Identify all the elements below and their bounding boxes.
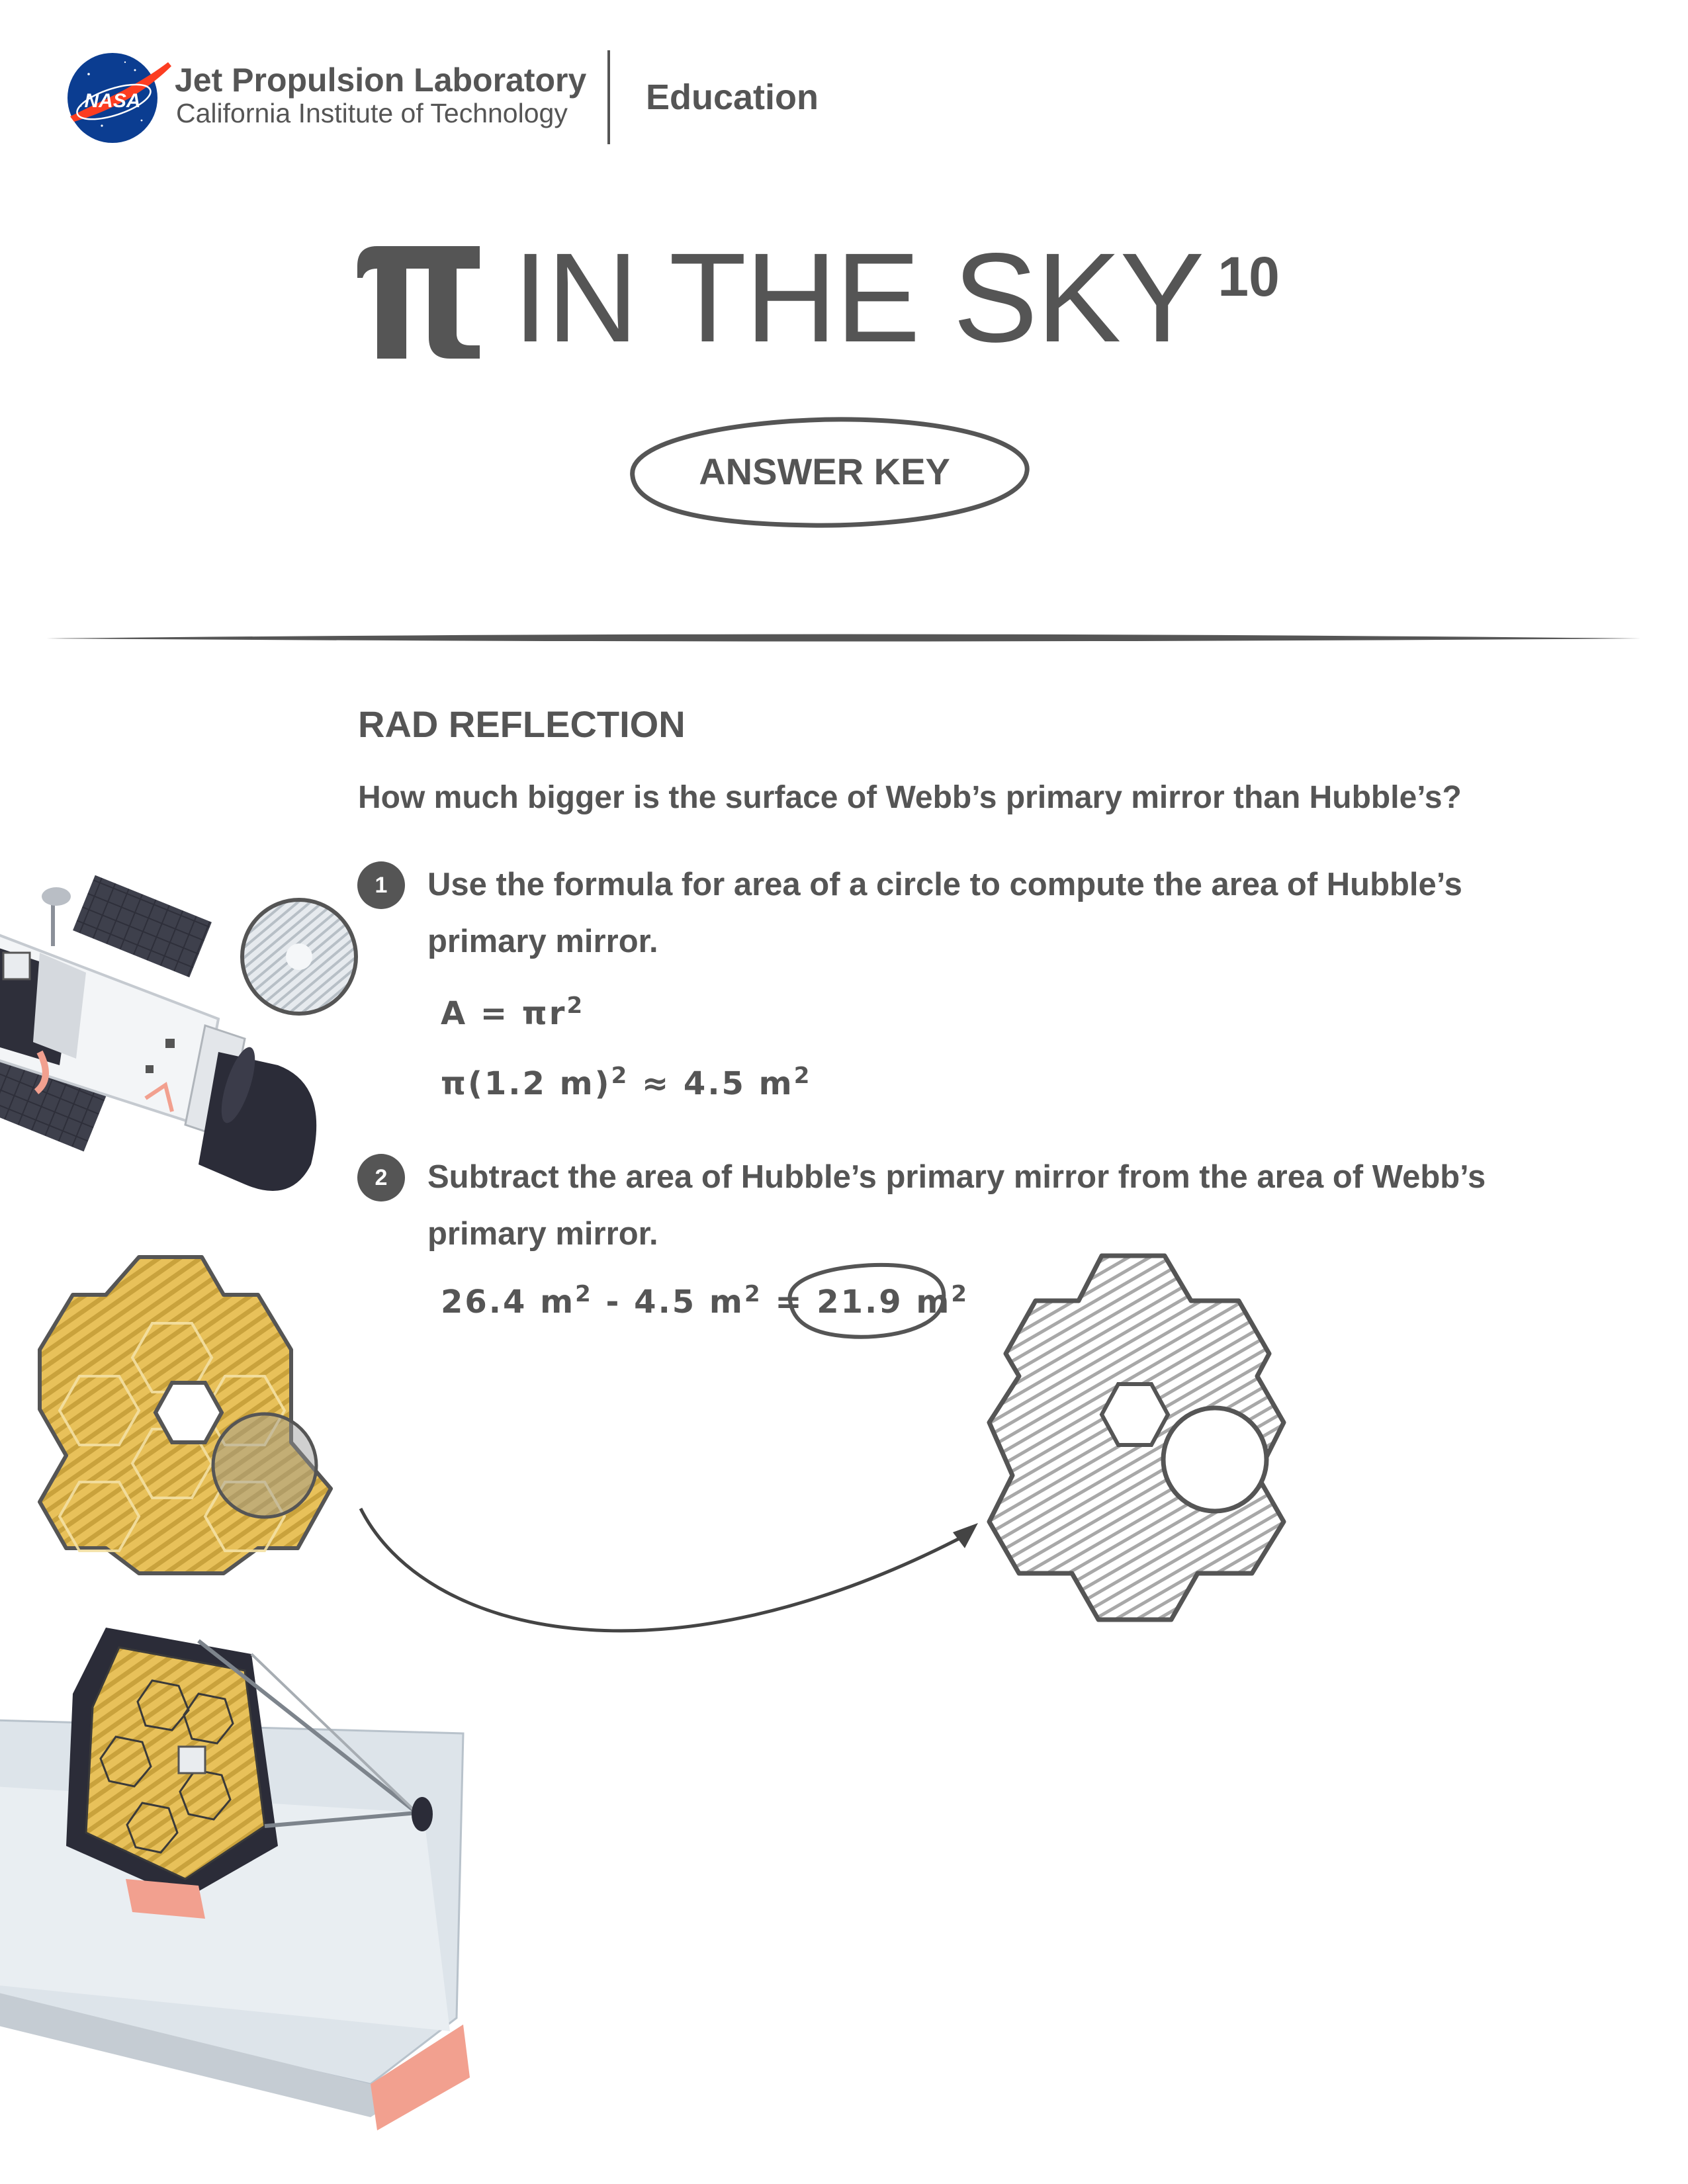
divider-rule: [46, 629, 1641, 648]
section-heading: RAD REFLECTION: [358, 703, 686, 745]
title-edition: 10: [1218, 245, 1280, 308]
webb-mirror-icon: [40, 1257, 331, 1573]
answer-value: 21.9 $m^2$: [817, 1281, 969, 1321]
step-number-2: 2: [357, 1154, 405, 1201]
step-number-1: 1: [357, 861, 405, 909]
curved-arrow-icon: [361, 1508, 978, 1631]
illustrations: [0, 873, 1688, 2184]
nasa-meatball-icon: [62, 48, 175, 146]
step-text-1: Use the formula for area of a circle to compute the area of Hubble’s primary mirror.: [427, 867, 1462, 959]
formula-area: $A = \pi r^2$: [441, 992, 585, 1032]
formula-difference: 26.4 $m^2 - 4.5$ $m^2 = 21.9$ $m^2$: [441, 1281, 969, 1321]
section-tag: Education: [646, 77, 819, 117]
org-name: Jet Propulsion Laboratory: [175, 62, 587, 99]
org-subtitle: California Institute of Technology: [176, 98, 568, 128]
webb-telescope-icon: [0, 1628, 470, 2130]
title-text: IN THE SKY: [513, 226, 1204, 369]
answer-key-label: ANSWER KEY: [699, 451, 950, 492]
question-text: How much bigger is the surface of Webb’s primary mirror than Hubble’s?: [358, 780, 1462, 815]
mirror-comparison-icon: [989, 1256, 1284, 1620]
page-title: [357, 226, 1280, 369]
formula-hubble-area: π(1.2 m)$^2$ ≈ 4.5 $m^2$: [441, 1063, 812, 1102]
pi-icon: [357, 246, 480, 359]
svg-text:NASA: NASA: [84, 90, 141, 112]
hubble-mirror-icon: [242, 900, 356, 1014]
header-divider: [607, 50, 610, 144]
step-text-2: Subtract the area of Hubble’s primary mirror from the area of Webb’s primary mirror.: [427, 1159, 1486, 1252]
